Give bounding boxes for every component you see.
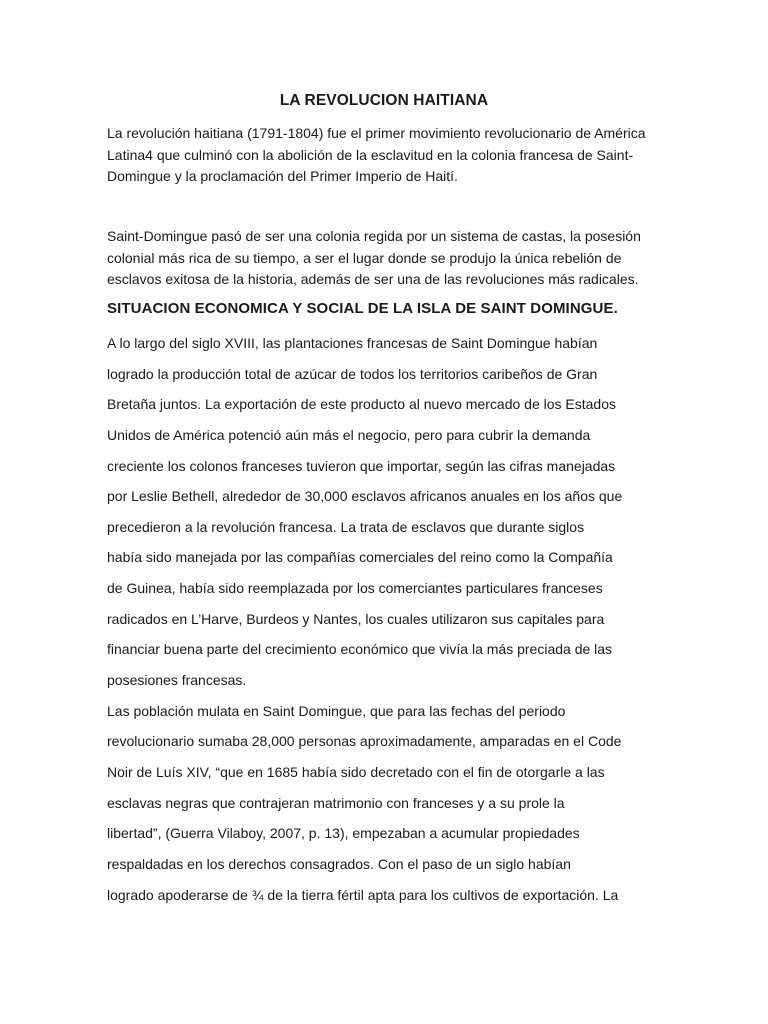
body-line: Las población mulata en Saint Domingue, que para las fechas del periodo: [107, 702, 566, 719]
document-title: LA REVOLUCION HAITIANA: [279, 92, 489, 109]
body-line: financiar buena parte del crecimiento económico que vivía la más preciada de las: [107, 641, 613, 658]
body-line: Unidos de América potenció aún más el negocio, pero para cubrir la demanda: [107, 426, 591, 443]
body-line: por Leslie Bethell, alrededor de 30,000 esclavos africanos anuales en los años que: [107, 488, 623, 505]
second-line: Saint-Domingue pasó de ser una colonia regida por un sistema de castas, la posesión: [107, 228, 641, 244]
body-line: logrado la producción total de azúcar de todos los territorios caribeños de Gran: [107, 365, 598, 382]
body-line: Bretaña juntos. La exportación de este producto al nuevo mercado de los Estados: [107, 396, 616, 413]
intro-paragraph: [107, 123, 667, 188]
body-line: logrado apoderarse de ¾ de la tierra fértil apta para los cultivos de exportación. La: [107, 886, 619, 903]
section-heading: SITUACION ECONOMICA Y SOCIAL DE LA ISLA DE SAINT DOMINGUE.: [107, 300, 618, 317]
body-line: esclavas negras que contrajeran matrimonio con franceses y a su prole la: [107, 794, 565, 811]
body-line: precedieron a la revolución francesa. La trata de esclavos que durante siglos: [107, 518, 585, 535]
body-line: de Guinea, había sido reemplazada por los comerciantes particulares franceses: [107, 580, 603, 597]
intro-line: Latina4 que culminó con la abolición de la esclavitud en la colonia francesa de Saint-: [107, 146, 634, 163]
second-paragraph: [107, 226, 667, 291]
body-line: A lo largo del siglo XVIII, las plantaciones francesas de Saint Domingue habían: [107, 335, 598, 351]
body-line: Noir de Luís XIV, “que en 1685 había sido decretado con el fin de otorgarle a las: [107, 763, 605, 780]
body-line: revolucionario sumaba 28,000 personas aproximadamente, amparadas en el Code: [107, 733, 622, 750]
intro-line: Domingue y la proclamación del Primer Imperio de Haití.: [107, 168, 458, 184]
body-line: creciente los colonos franceses tuvieron que importar, según las cifras manejadas: [107, 457, 616, 474]
second-line: colonial más rica de su tiempo, a ser el lugar donde se produjo la única rebelión de: [107, 249, 622, 266]
body-line: posesiones francesas.: [107, 672, 247, 689]
section-body: [107, 328, 667, 910]
second-line: esclavos exitosa de la historia, además de ser una de las revoluciones más radicales.: [107, 271, 639, 287]
intro-line: La revolución haitiana (1791-1804) fue el primer movimiento revolucionario de América: [107, 125, 646, 141]
body-line: había sido manejada por las compañías comerciales del reino como la Compañía: [107, 549, 613, 566]
body-line: respaldadas en los derechos consagrados. Con el paso de un siglo habían: [107, 855, 571, 872]
body-line: radicados en L’Harve, Burdeos y Nantes, los cuales utilizaron sus capitales para: [107, 610, 605, 627]
body-line: libertad”, (Guerra Vilaboy, 2007, p. 13), empezaban a acumular propiedades: [107, 825, 580, 842]
